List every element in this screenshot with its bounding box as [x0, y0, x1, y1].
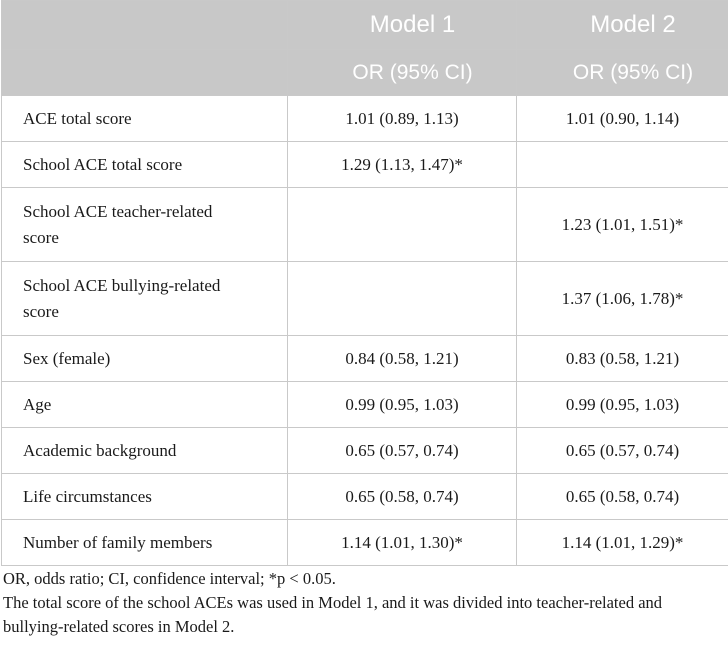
header-blank-2: [2, 50, 288, 96]
model2-value: 0.99 (0.95, 1.03): [517, 382, 728, 428]
header-or-ci-1: OR (95% CI): [288, 50, 517, 96]
row-label: School ACE bullying-related score: [2, 262, 288, 336]
table-footnote: [3, 567, 725, 639]
row-label: Academic background: [2, 428, 288, 474]
table-header: [2, 1, 728, 96]
model1-value: 0.99 (0.95, 1.03): [288, 382, 517, 428]
model1-value: [288, 188, 517, 262]
model2-value: 1.01 (0.90, 1.14): [517, 96, 728, 142]
table-row: [2, 474, 728, 520]
odds-ratio-table: [1, 0, 728, 566]
model2-value: [517, 142, 728, 188]
table-body: [2, 96, 728, 566]
model1-value: 0.84 (0.58, 1.21): [288, 336, 517, 382]
row-label: Number of family members: [2, 520, 288, 566]
row-label: School ACE teacher-related score: [2, 188, 288, 262]
model2-value: 0.65 (0.57, 0.74): [517, 428, 728, 474]
row-label: ACE total score: [2, 96, 288, 142]
table-row: [2, 188, 728, 262]
header-model-2: Model 2: [517, 1, 728, 50]
row-label: Life circumstances: [2, 474, 288, 520]
header-model-1: Model 1: [288, 1, 517, 50]
table-row: [2, 262, 728, 336]
model2-value: 0.83 (0.58, 1.21): [517, 336, 728, 382]
table-row: [2, 428, 728, 474]
model2-value: 1.23 (1.01, 1.51)*: [517, 188, 728, 262]
model1-value: [288, 262, 517, 336]
model1-value: 0.65 (0.57, 0.74): [288, 428, 517, 474]
model1-value: 1.29 (1.13, 1.47)*: [288, 142, 517, 188]
row-label: Age: [2, 382, 288, 428]
row-label: School ACE total score: [2, 142, 288, 188]
header-or-ci-2: OR (95% CI): [517, 50, 728, 96]
header-blank-1: [2, 1, 288, 50]
table-row: [2, 142, 728, 188]
table-row: [2, 520, 728, 566]
header-row-metric: [2, 50, 728, 96]
model2-value: 0.65 (0.58, 0.74): [517, 474, 728, 520]
row-label: Sex (female): [2, 336, 288, 382]
header-row-models: [2, 1, 728, 50]
model2-value: 1.37 (1.06, 1.78)*: [517, 262, 728, 336]
model1-value: 0.65 (0.58, 0.74): [288, 474, 517, 520]
table-row: [2, 96, 728, 142]
footnote-abbreviations: OR, odds ratio; CI, confidence interval; *p < 0.05.: [3, 569, 336, 588]
model2-value: 1.14 (1.01, 1.29)*: [517, 520, 728, 566]
footnote-model-note: The total score of the school ACEs was used in Model 1, and it was divided into teacher-related and bullying-related scores in Model 2.: [3, 593, 663, 636]
table-row: [2, 382, 728, 428]
model1-value: 1.01 (0.89, 1.13): [288, 96, 517, 142]
model1-value: 1.14 (1.01, 1.30)*: [288, 520, 517, 566]
table-row: [2, 336, 728, 382]
